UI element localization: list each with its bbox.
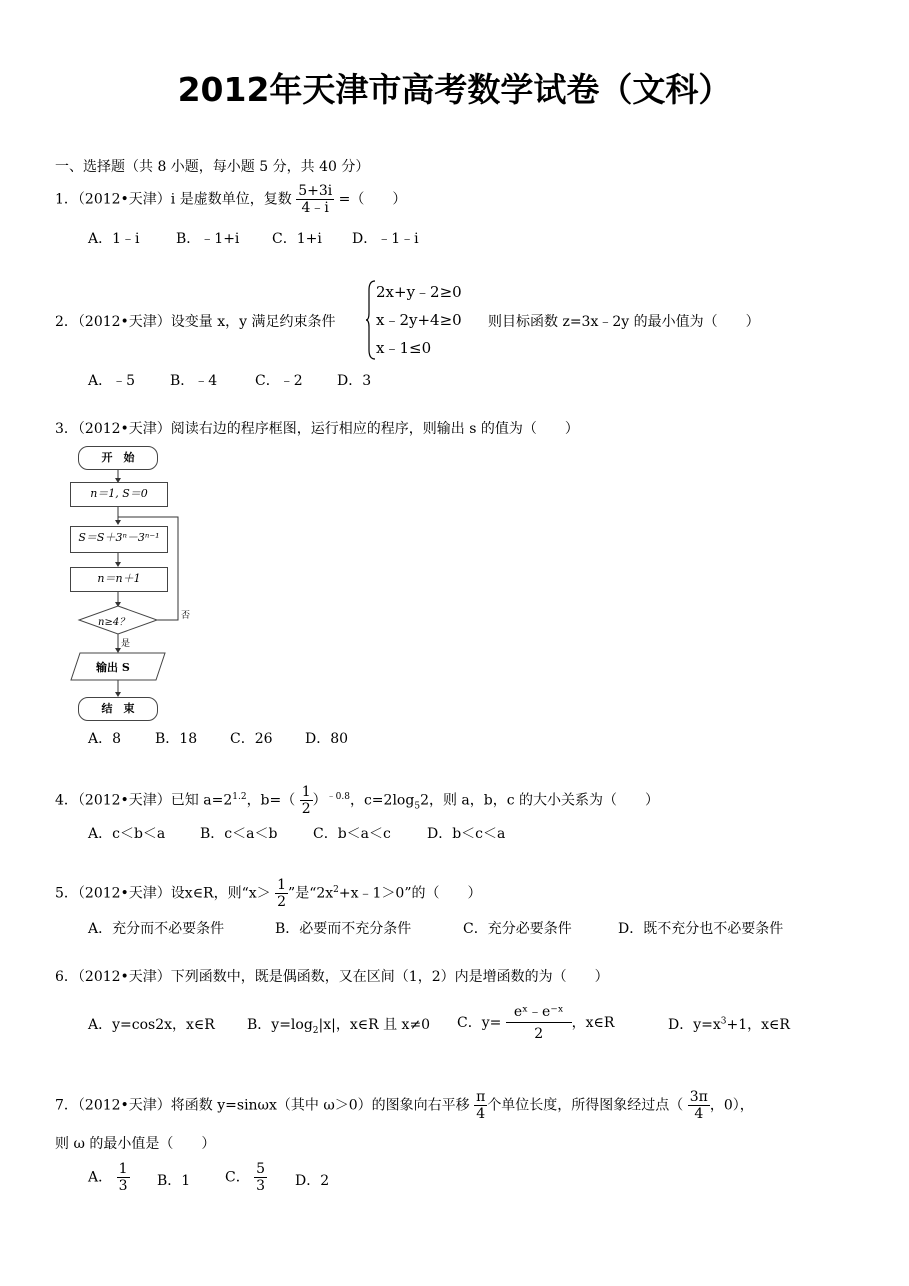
question-1 bbox=[55, 184, 406, 215]
q3-option-d: D．80 bbox=[305, 731, 349, 747]
q1-option-a: A．1﹣i bbox=[88, 231, 140, 247]
q7-option-d: D．2 bbox=[295, 1173, 330, 1189]
q7-option-c bbox=[225, 1162, 267, 1193]
q2-stem: 2．（2012•天津）设变量 x，y 满足约束条件 bbox=[55, 314, 336, 330]
q7-optC-num: 5 bbox=[256, 1161, 266, 1177]
q1-frac-num: 5+3i bbox=[298, 183, 333, 199]
q3-option-b: B．18 bbox=[155, 731, 198, 747]
section-heading: 一、选择题（共 8 小题，每小题 5 分，共 40 分） bbox=[55, 159, 370, 175]
q6-option-c bbox=[457, 1005, 614, 1041]
q5-option-a: A．充分而不必要条件 bbox=[88, 921, 225, 937]
q5-fraction bbox=[275, 878, 288, 909]
q1-frac-den: 4﹣i bbox=[301, 200, 329, 216]
q7-option-c-label: C． bbox=[225, 1169, 250, 1186]
q3-option-a: A．8 bbox=[88, 731, 122, 747]
q7-option-a-label: A． bbox=[88, 1169, 113, 1186]
flow-condition: n≥4？ bbox=[98, 617, 130, 628]
q3-stem: 3．（2012•天津）阅读右边的程序框图，运行相应的程序，则输出 s 的值为（ ） bbox=[55, 421, 579, 437]
q4-frac-den: 2 bbox=[301, 801, 311, 817]
q4-option-d: D．b＜c＜a bbox=[427, 826, 506, 842]
q6-option-c-domain: ，x∈R bbox=[571, 1015, 615, 1031]
flow-update-n: n＝n＋1 bbox=[70, 567, 168, 592]
q5-option-c: C．充分必要条件 bbox=[463, 921, 572, 937]
q7-frac-den: 4 bbox=[476, 1106, 486, 1122]
q6-option-d-text: D．y=x bbox=[668, 1017, 721, 1033]
q1-option-b: B．﹣1+i bbox=[176, 231, 240, 247]
q5-stem-c: +x﹣1＞0”的（ ） bbox=[338, 885, 482, 902]
q6-option-b bbox=[247, 1016, 430, 1034]
q2-option-d: D．3 bbox=[337, 373, 372, 389]
q2-option-a: A．﹣5 bbox=[88, 373, 136, 389]
q7-pt-num: 3π bbox=[689, 1089, 708, 1105]
q7-fraction bbox=[474, 1090, 487, 1121]
q7-stem-line2: 则 ω 的最小值是（ ） bbox=[55, 1136, 216, 1152]
q6-option-a: A．y=cos2x，x∈R bbox=[88, 1017, 215, 1033]
q6-option-c-fraction bbox=[506, 1005, 572, 1041]
q4-option-a: A．c＜b＜a bbox=[88, 826, 166, 842]
q7-frac-num: π bbox=[476, 1089, 486, 1105]
q5-frac-num: 1 bbox=[277, 877, 287, 893]
flow-no-label: 否 bbox=[181, 611, 191, 621]
q5-stem-b: ”是“2x bbox=[288, 885, 334, 902]
q4-stem-b: ，b=（ bbox=[246, 792, 296, 809]
q6-frac-num: eˣ﹣e⁻ˣ bbox=[506, 1005, 572, 1023]
q2-option-c: C．﹣2 bbox=[255, 373, 303, 389]
q5-stem: 5．（2012•天津）设x∈R，则“x＞ bbox=[55, 885, 271, 902]
flow-output: 输出 S bbox=[96, 661, 130, 674]
q4-frac-num: 1 bbox=[301, 784, 311, 800]
flow-start: 开 始 bbox=[78, 446, 158, 470]
q2-stem-end: 则目标函数 z=3x﹣2y 的最小值为（ ） bbox=[488, 314, 760, 330]
page-title: 2012年天津市高考数学试卷（文科） bbox=[177, 70, 732, 109]
flow-update-s: S＝S＋3ⁿ－3ⁿ⁻¹ bbox=[70, 526, 168, 553]
q6-stem: 6．（2012•天津）下列函数中，既是偶函数，又在区间（1，2）内是增函数的为（ ） bbox=[55, 969, 609, 985]
q6-option-d-text-2: +1，x∈R bbox=[726, 1017, 790, 1033]
q1-option-d: D．﹣1﹣i bbox=[352, 231, 419, 247]
q1-fraction bbox=[296, 184, 334, 215]
q7-stem-c: ，0）， bbox=[709, 1097, 754, 1114]
q2-constraint-1: 2x+y﹣2≥0 bbox=[376, 283, 462, 301]
q2-constraint-3: x﹣1≤0 bbox=[376, 339, 432, 357]
q1-stem: 1．（2012•天津）i 是虚数单位，复数 bbox=[55, 191, 292, 208]
q7-option-c-fraction bbox=[254, 1162, 267, 1193]
q7-option-a-fraction bbox=[117, 1162, 130, 1193]
q6-frac-den: 2 bbox=[534, 1026, 544, 1042]
q4-log-base: 5 bbox=[414, 801, 421, 812]
q4-stem: 4．（2012•天津）已知 a=2 bbox=[55, 792, 233, 809]
q7-option-a bbox=[88, 1162, 130, 1193]
q3-flowchart bbox=[60, 440, 190, 725]
q6-option-b-text-2: |x|，x∈R 且 x≠0 bbox=[318, 1017, 431, 1033]
q2-constraint-2: x﹣2y+4≥0 bbox=[376, 311, 462, 329]
q7-option-b: B．1 bbox=[157, 1173, 191, 1189]
q7-pt-den: 4 bbox=[694, 1106, 704, 1122]
q4-stem-c: ，c=2log bbox=[349, 792, 415, 809]
question-5 bbox=[55, 878, 482, 909]
q5-option-d: D．既不充分也不必要条件 bbox=[618, 921, 784, 937]
question-4: 4．（2012•天津）已知 $a=2^{1.2}$，b=（ $\frac{1}{2}$ ）$^{﹣0.8}$，$c=2\log_52$，则 a，b，c 的大小关系为（ ） bbox=[55, 784, 660, 817]
q6-log-base: 2 bbox=[312, 1025, 319, 1036]
q3-option-c: C．26 bbox=[230, 731, 273, 747]
q5-option-b: B．必要而不充分条件 bbox=[275, 921, 412, 937]
flow-init: n＝1, S＝0 bbox=[70, 482, 168, 507]
q2-option-b: B．﹣4 bbox=[170, 373, 218, 389]
q1-stem-end: =（ ） bbox=[338, 191, 407, 208]
q5-square: 2 bbox=[333, 884, 339, 895]
q6-option-d bbox=[668, 1016, 790, 1034]
q1-option-c: C．1+i bbox=[272, 231, 322, 247]
q7-optA-num: 1 bbox=[118, 1161, 128, 1177]
q4-option-c: C．b＜a＜c bbox=[313, 826, 391, 842]
q6-option-b-text: B．y=log bbox=[247, 1017, 313, 1033]
q7-stem-b: 个单位长度，所得图象经过点（ bbox=[487, 1097, 684, 1114]
q7-optC-den: 3 bbox=[256, 1178, 266, 1194]
q7-stem: 7．（2012•天津）将函数 y=sinωx（其中 ω＞0）的图象向右平移 bbox=[55, 1097, 470, 1114]
q7-point-fraction bbox=[688, 1090, 710, 1121]
flow-yes-label: 是 bbox=[121, 639, 131, 649]
q2-brace bbox=[366, 280, 376, 360]
q4-b-exponent: ﹣0.8 bbox=[326, 791, 350, 802]
flow-end: 结 束 bbox=[78, 697, 158, 721]
q4-stem-d: 2，则 a，b，c 的大小关系为（ ） bbox=[420, 792, 660, 809]
q4-fraction bbox=[300, 785, 313, 816]
q4-a-exponent: 1.2 bbox=[232, 791, 247, 802]
q4-option-b: B．c＜a＜b bbox=[200, 826, 278, 842]
question-7 bbox=[55, 1090, 754, 1121]
q6-option-c-label: C．y= bbox=[457, 1015, 502, 1031]
q5-frac-den: 2 bbox=[277, 894, 287, 910]
q6-cube: 3 bbox=[720, 1016, 727, 1027]
q7-optA-den: 3 bbox=[118, 1178, 128, 1194]
